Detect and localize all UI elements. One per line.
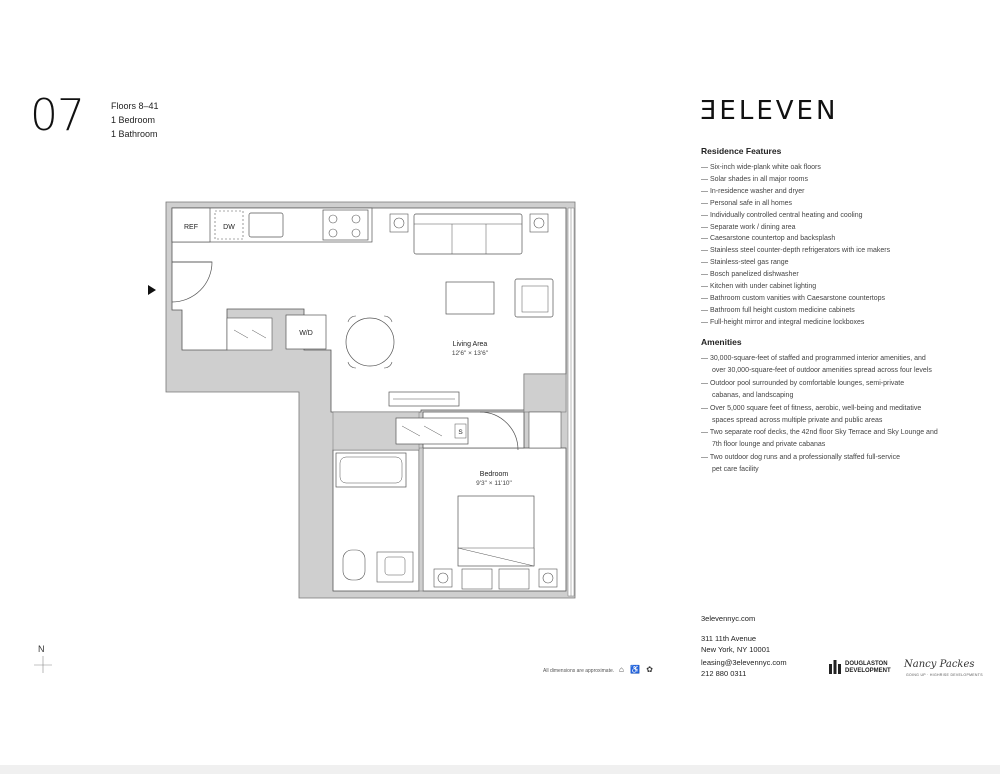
address-line2: New York, NY 10001: [701, 645, 771, 654]
amenity-item: [701, 353, 961, 377]
website-link[interactable]: 3elevennyc.com: [701, 614, 756, 623]
feature-item: [701, 269, 961, 281]
dash-icon: —: [701, 187, 710, 195]
washer-dryer-label: W/D: [299, 330, 313, 337]
bath-sink: [385, 557, 405, 575]
dash-icon: —: [701, 175, 710, 183]
dash-icon: —: [701, 379, 710, 387]
broker-signature: Nancy Packes: [904, 659, 975, 670]
amenity-text: 30,000-square-feet of staffed and programmed interior amenities, and: [709, 355, 926, 362]
feature-item: [701, 281, 961, 293]
feature-text: Personal safe in all homes: [709, 199, 793, 207]
feature-text: Individually controlled central heating and cooling: [709, 211, 863, 219]
amenities-list: [701, 353, 961, 477]
dash-icon: —: [701, 235, 710, 243]
address: [701, 633, 770, 655]
feature-text: Solar shades in all major rooms: [709, 175, 808, 183]
living-area-dims: 12'6" × 13'6": [451, 350, 489, 357]
closet: [227, 318, 272, 350]
kitchen-sink: [249, 213, 283, 237]
feature-item: [701, 245, 961, 257]
unit-floors: Floors 8–41: [111, 101, 159, 111]
email-link[interactable]: leasing@3elevennyc.com: [701, 658, 787, 667]
dash-icon: —: [701, 259, 710, 267]
dash-icon: —: [701, 318, 710, 326]
divider-wall: [419, 448, 423, 591]
contact-info: [701, 657, 787, 679]
feature-text: Stainless-steel gas range: [709, 259, 789, 267]
amenity-text: Two separate roof decks, the 42nd floor Sky Terrace and Sky Lounge and: [709, 429, 938, 437]
feature-text: Bosch panelized dishwasher: [709, 271, 799, 279]
side-table: [390, 214, 408, 232]
feature-item: [701, 305, 961, 317]
closet-bedroom: [529, 412, 561, 448]
dash-icon: —: [701, 199, 710, 207]
phone-number[interactable]: 212 880 0311: [701, 669, 747, 678]
feature-item: [701, 257, 961, 269]
unit-number: 07: [30, 90, 84, 141]
pillow: [499, 569, 529, 589]
sofa: [414, 214, 522, 254]
fridge-label: REF: [184, 224, 198, 231]
nightstand: [539, 569, 557, 587]
dash-icon: —: [701, 247, 710, 255]
amenity-text: Over 5,000 square feet of fitness, aerobic, well-being and meditative: [709, 404, 922, 412]
feature-item: [701, 174, 961, 186]
feature-text: Six-inch wide-plank white oak floors: [709, 164, 821, 171]
dash-icon: —: [701, 211, 710, 219]
dash-icon: —: [701, 429, 710, 437]
armchair-seat: [522, 286, 548, 312]
feature-text: Stainless steel counter-depth refrigerators with ice makers: [709, 247, 891, 255]
accessibility-icons: ⌂ ♿ ✿: [619, 665, 655, 674]
address-line1: 311 11th Avenue: [701, 634, 757, 643]
disclaimer: All dimensions are approximate.: [543, 668, 615, 674]
douglaston-logo-icon: [828, 660, 842, 674]
amenity-text-cont: 7th floor lounge and private cabanas: [712, 441, 826, 449]
amenity-text-cont: over 30,000-square-feet of outdoor amenities spread across four levels: [712, 366, 932, 374]
feature-text: In-residence washer and dryer: [709, 187, 805, 195]
dash-icon: —: [701, 223, 710, 231]
bedroom-label: Bedroom: [479, 471, 509, 478]
dining-table: [346, 318, 394, 366]
dash-icon: —: [701, 283, 710, 291]
amenity-item: [701, 378, 961, 402]
feature-item: [701, 233, 961, 245]
dash-icon: —: [701, 404, 710, 412]
feature-item: [701, 198, 961, 210]
feature-item: [701, 293, 961, 305]
feature-text: Kitchen with under cabinet lighting: [709, 283, 817, 291]
feature-text: Bathroom custom vanities with Caesarstone countertops: [709, 294, 886, 302]
feature-text: Full-height mirror and integral medicine lockboxes: [709, 318, 865, 326]
developer-line1: DOUGLASTON: [845, 661, 888, 667]
north-label: N: [38, 644, 45, 654]
amenity-text: Two outdoor dog runs and a professionally staffed full-service: [709, 454, 900, 462]
feature-item: [701, 162, 961, 174]
feature-item: [701, 210, 961, 222]
safe-label: S: [458, 429, 463, 436]
toilet: [343, 550, 365, 580]
dash-icon: —: [701, 271, 710, 279]
nightstand: [434, 569, 452, 587]
residence-features-list: [701, 162, 961, 329]
column: [524, 374, 566, 412]
dash-icon: —: [701, 306, 710, 314]
amenity-item: [701, 427, 961, 451]
amenity-text-cont: pet care facility: [712, 466, 759, 474]
amenity-text-cont: cabanas, and landscaping: [712, 391, 794, 399]
feature-item: [701, 317, 961, 329]
feature-text: Separate work / dining area: [709, 223, 796, 231]
coffee-table: [446, 282, 494, 314]
amenities-title: Amenities: [701, 337, 742, 347]
dash-icon: —: [701, 294, 710, 302]
amenity-text: Outdoor pool surrounded by comfortable lounges, semi-private: [709, 379, 905, 387]
residence-features-title: Residence Features: [701, 146, 782, 156]
bedroom-dims: 9'3" × 11'10": [476, 480, 512, 487]
dishwasher-label: DW: [223, 224, 235, 231]
dash-icon: —: [701, 355, 710, 362]
feature-item: [701, 186, 961, 198]
living-area-label: Living Area: [452, 341, 488, 348]
feature-text: Bathroom full height custom medicine cabinets: [709, 306, 855, 314]
unit-bathrooms: 1 Bathroom: [111, 129, 158, 139]
unit-info: [111, 99, 159, 141]
amenity-text-cont: spaces spread across multiple private and public areas: [712, 416, 883, 424]
amenity-item: [701, 452, 961, 476]
side-table: [530, 214, 548, 232]
floor-plan: [140, 190, 580, 605]
feature-text: Caesarstone countertop and backsplash: [709, 235, 836, 243]
developer-line2: DEVELOPMENT: [845, 668, 891, 674]
unit-bedrooms: 1 Bedroom: [111, 115, 156, 125]
developer-logo: [845, 661, 891, 675]
amenity-item: [701, 403, 961, 427]
dash-icon: —: [701, 454, 710, 462]
tub-basin: [340, 457, 402, 483]
bottom-strip: [0, 765, 1000, 774]
broker-tagline: GOING UP · HIGHRISE DEVELOPMENTS: [906, 673, 983, 677]
feature-item: [701, 222, 961, 234]
dash-icon: —: [701, 164, 710, 171]
pillow: [462, 569, 492, 589]
brand-logo: ƎELEVEN: [700, 96, 839, 126]
entry-arrow-icon: [148, 285, 156, 295]
